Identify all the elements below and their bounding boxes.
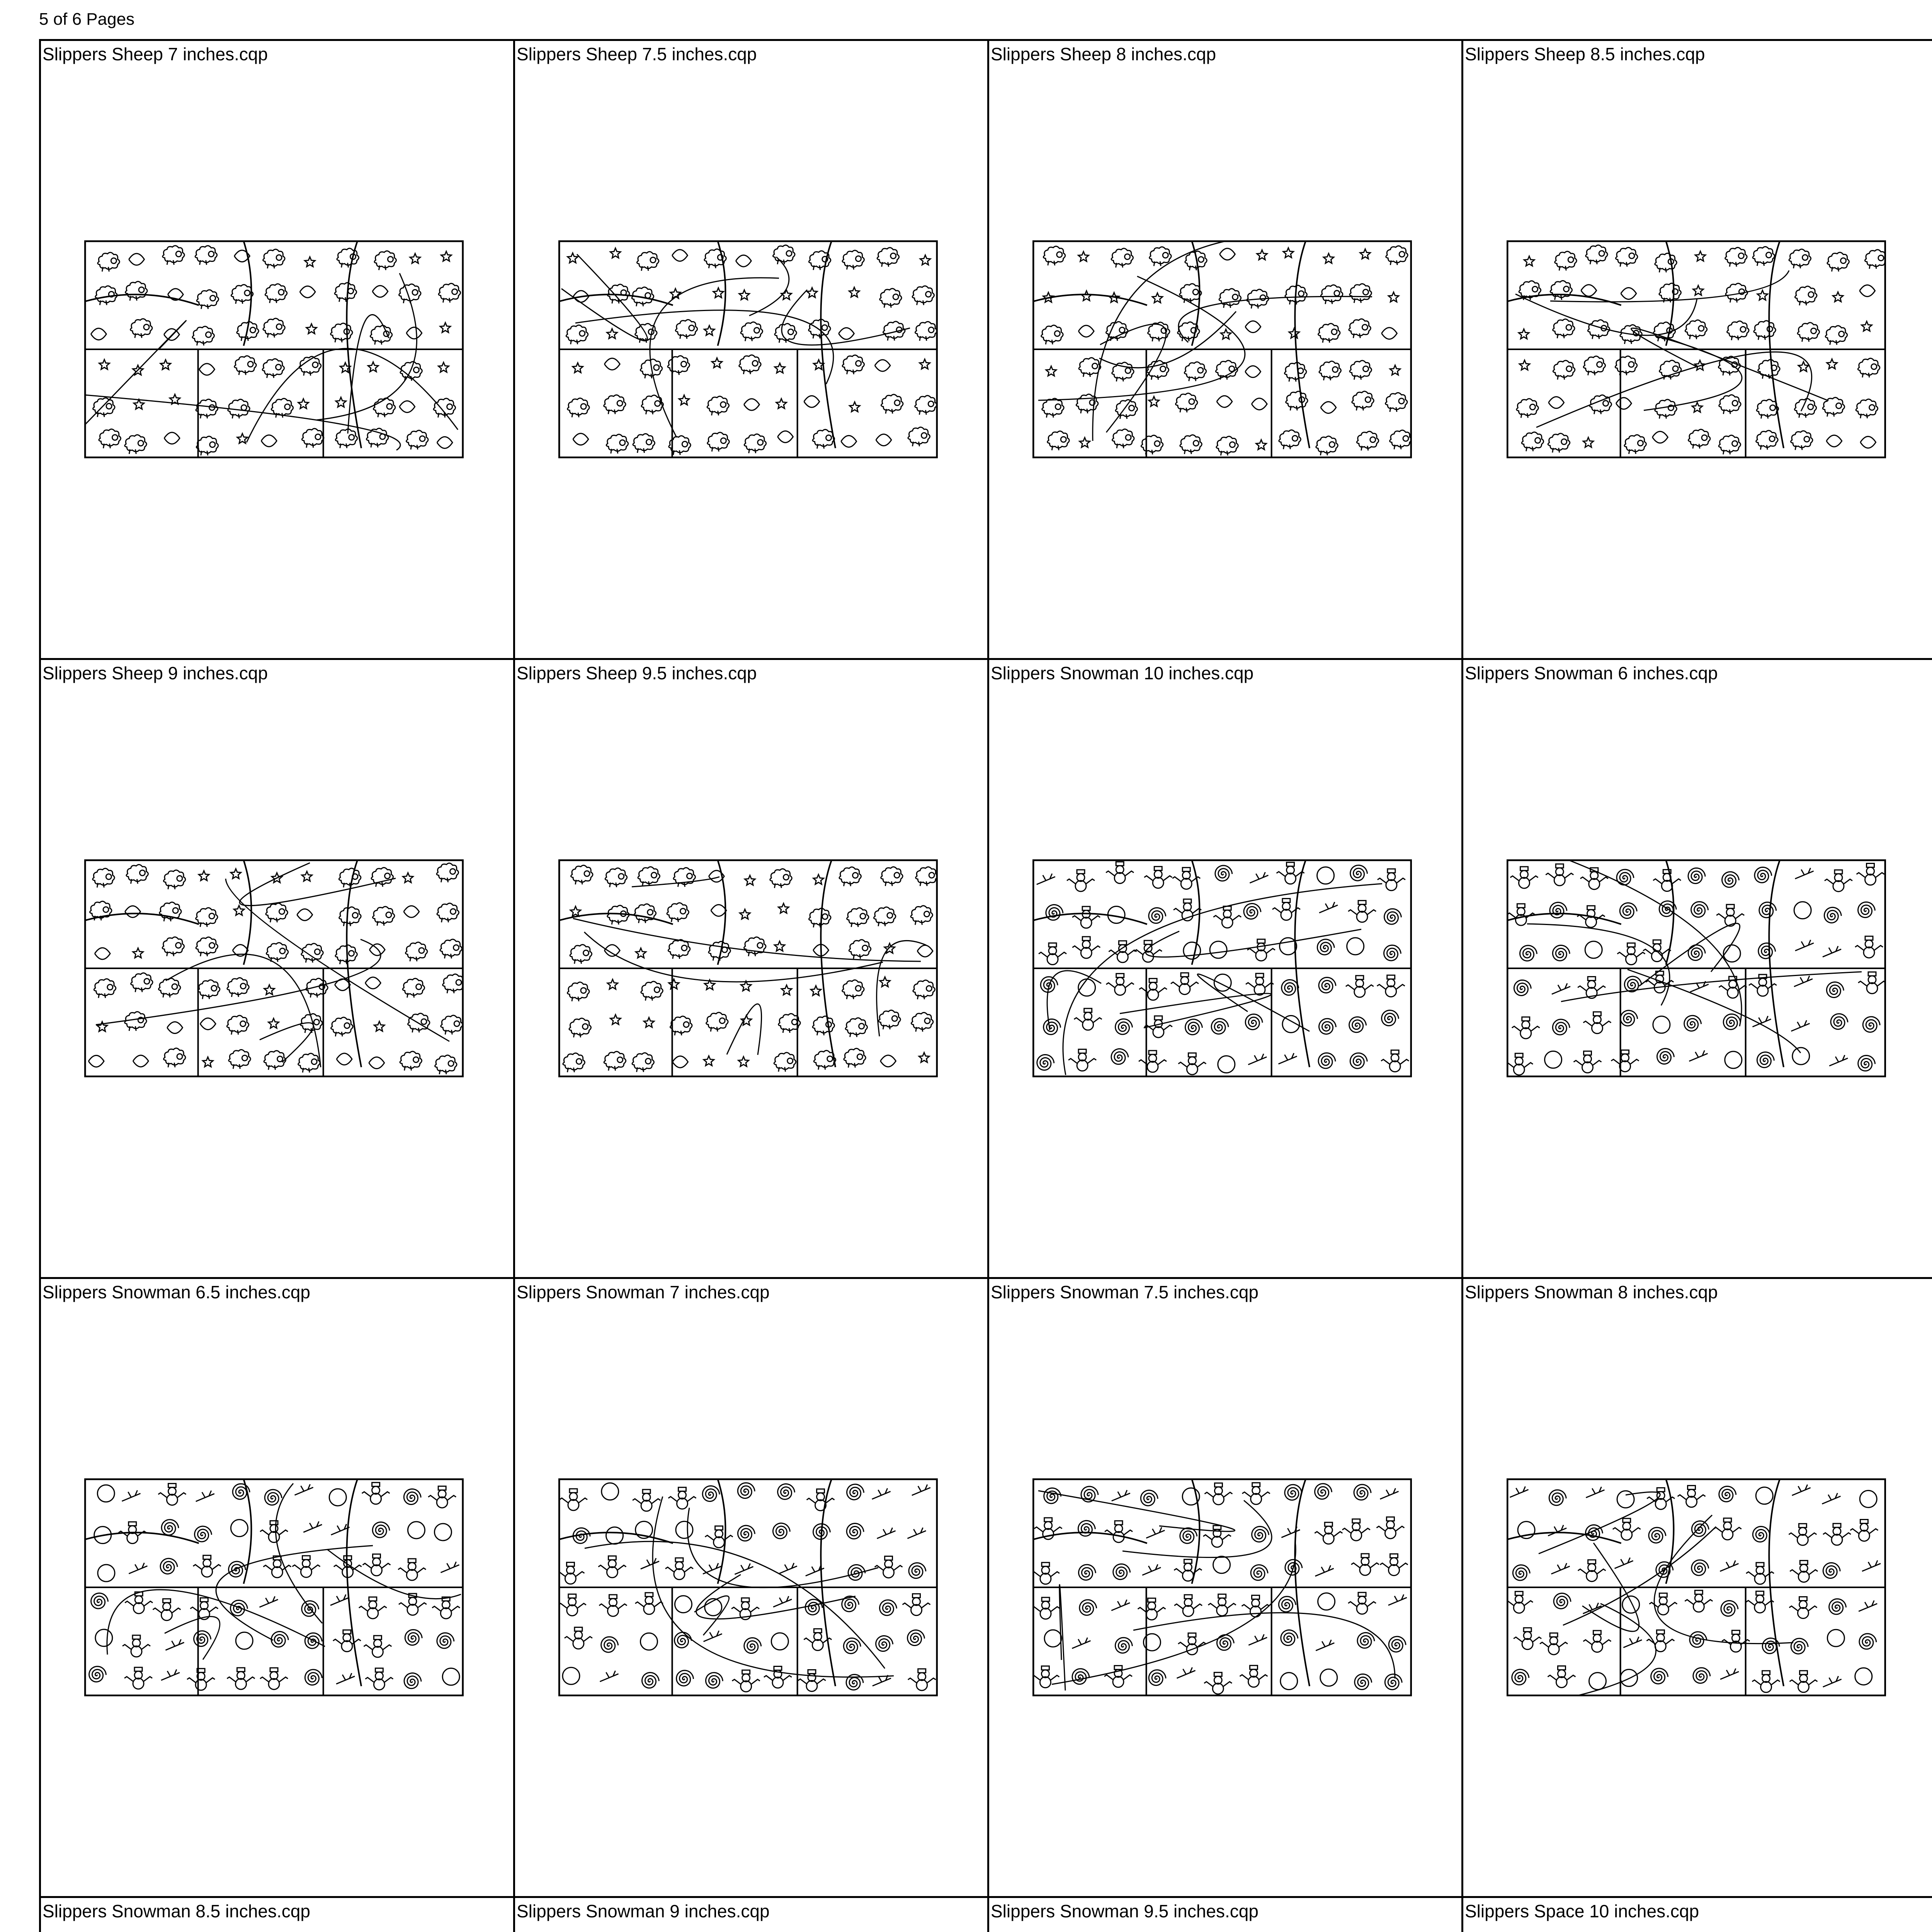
pattern-cell[interactable] xyxy=(515,41,989,660)
pattern-cell[interactable] xyxy=(1463,41,1932,660)
pattern-thumbnail xyxy=(84,859,464,1077)
pattern-cell[interactable] xyxy=(1463,1898,1932,1932)
pattern-thumbnail xyxy=(84,240,464,458)
pattern-cell[interactable] xyxy=(41,1898,515,1932)
pattern-cell[interactable] xyxy=(1463,1279,1932,1898)
pattern-cell[interactable] xyxy=(41,660,515,1279)
pattern-thumbnail xyxy=(1507,240,1886,458)
pattern-cell[interactable] xyxy=(989,1898,1463,1932)
pattern-title: Slippers Sheep 9 inches.cqp xyxy=(43,663,268,683)
pattern-title: Slippers Sheep 8 inches.cqp xyxy=(991,44,1216,64)
pattern-cell[interactable] xyxy=(989,1279,1463,1898)
page-header: 5 of 6 Pages xyxy=(39,10,135,29)
pattern-thumbnail xyxy=(558,240,938,458)
pattern-title: Slippers Sheep 7.5 inches.cqp xyxy=(517,44,757,64)
pattern-title: Slippers Snowman 7.5 inches.cqp xyxy=(991,1282,1259,1302)
pattern-title: Slippers Sheep 8.5 inches.cqp xyxy=(1465,44,1705,64)
pattern-grid xyxy=(39,39,1932,1932)
pattern-thumbnail xyxy=(1032,1478,1412,1696)
pattern-cell[interactable] xyxy=(41,41,515,660)
pattern-cell[interactable] xyxy=(989,41,1463,660)
pattern-title: Slippers Sheep 9.5 inches.cqp xyxy=(517,663,757,683)
pattern-title: Slippers Sheep 7 inches.cqp xyxy=(43,44,268,64)
pattern-title: Slippers Snowman 9 inches.cqp xyxy=(517,1901,770,1921)
pattern-cell[interactable] xyxy=(989,660,1463,1279)
pattern-thumbnail xyxy=(1507,859,1886,1077)
pattern-cell[interactable] xyxy=(515,1898,989,1932)
pattern-thumbnail xyxy=(1032,240,1412,458)
pattern-title: Slippers Snowman 6 inches.cqp xyxy=(1465,663,1718,683)
pattern-title: Slippers Snowman 10 inches.cqp xyxy=(991,663,1254,683)
pattern-thumbnail xyxy=(84,1478,464,1696)
pattern-thumbnail xyxy=(1507,1478,1886,1696)
pattern-title: Slippers Snowman 8.5 inches.cqp xyxy=(43,1901,310,1921)
pattern-cell[interactable] xyxy=(515,660,989,1279)
pattern-title: Slippers Snowman 8 inches.cqp xyxy=(1465,1282,1718,1302)
pattern-title: Slippers Space 10 inches.cqp xyxy=(1465,1901,1699,1921)
pattern-cell[interactable] xyxy=(1463,660,1932,1279)
pattern-title: Slippers Snowman 7 inches.cqp xyxy=(517,1282,770,1302)
pattern-title: Slippers Snowman 9.5 inches.cqp xyxy=(991,1901,1259,1921)
pattern-cell[interactable] xyxy=(41,1279,515,1898)
pattern-thumbnail xyxy=(1032,859,1412,1077)
pattern-title: Slippers Snowman 6.5 inches.cqp xyxy=(43,1282,310,1302)
pattern-thumbnail xyxy=(558,859,938,1077)
pattern-thumbnail xyxy=(558,1478,938,1696)
pattern-cell[interactable] xyxy=(515,1279,989,1898)
